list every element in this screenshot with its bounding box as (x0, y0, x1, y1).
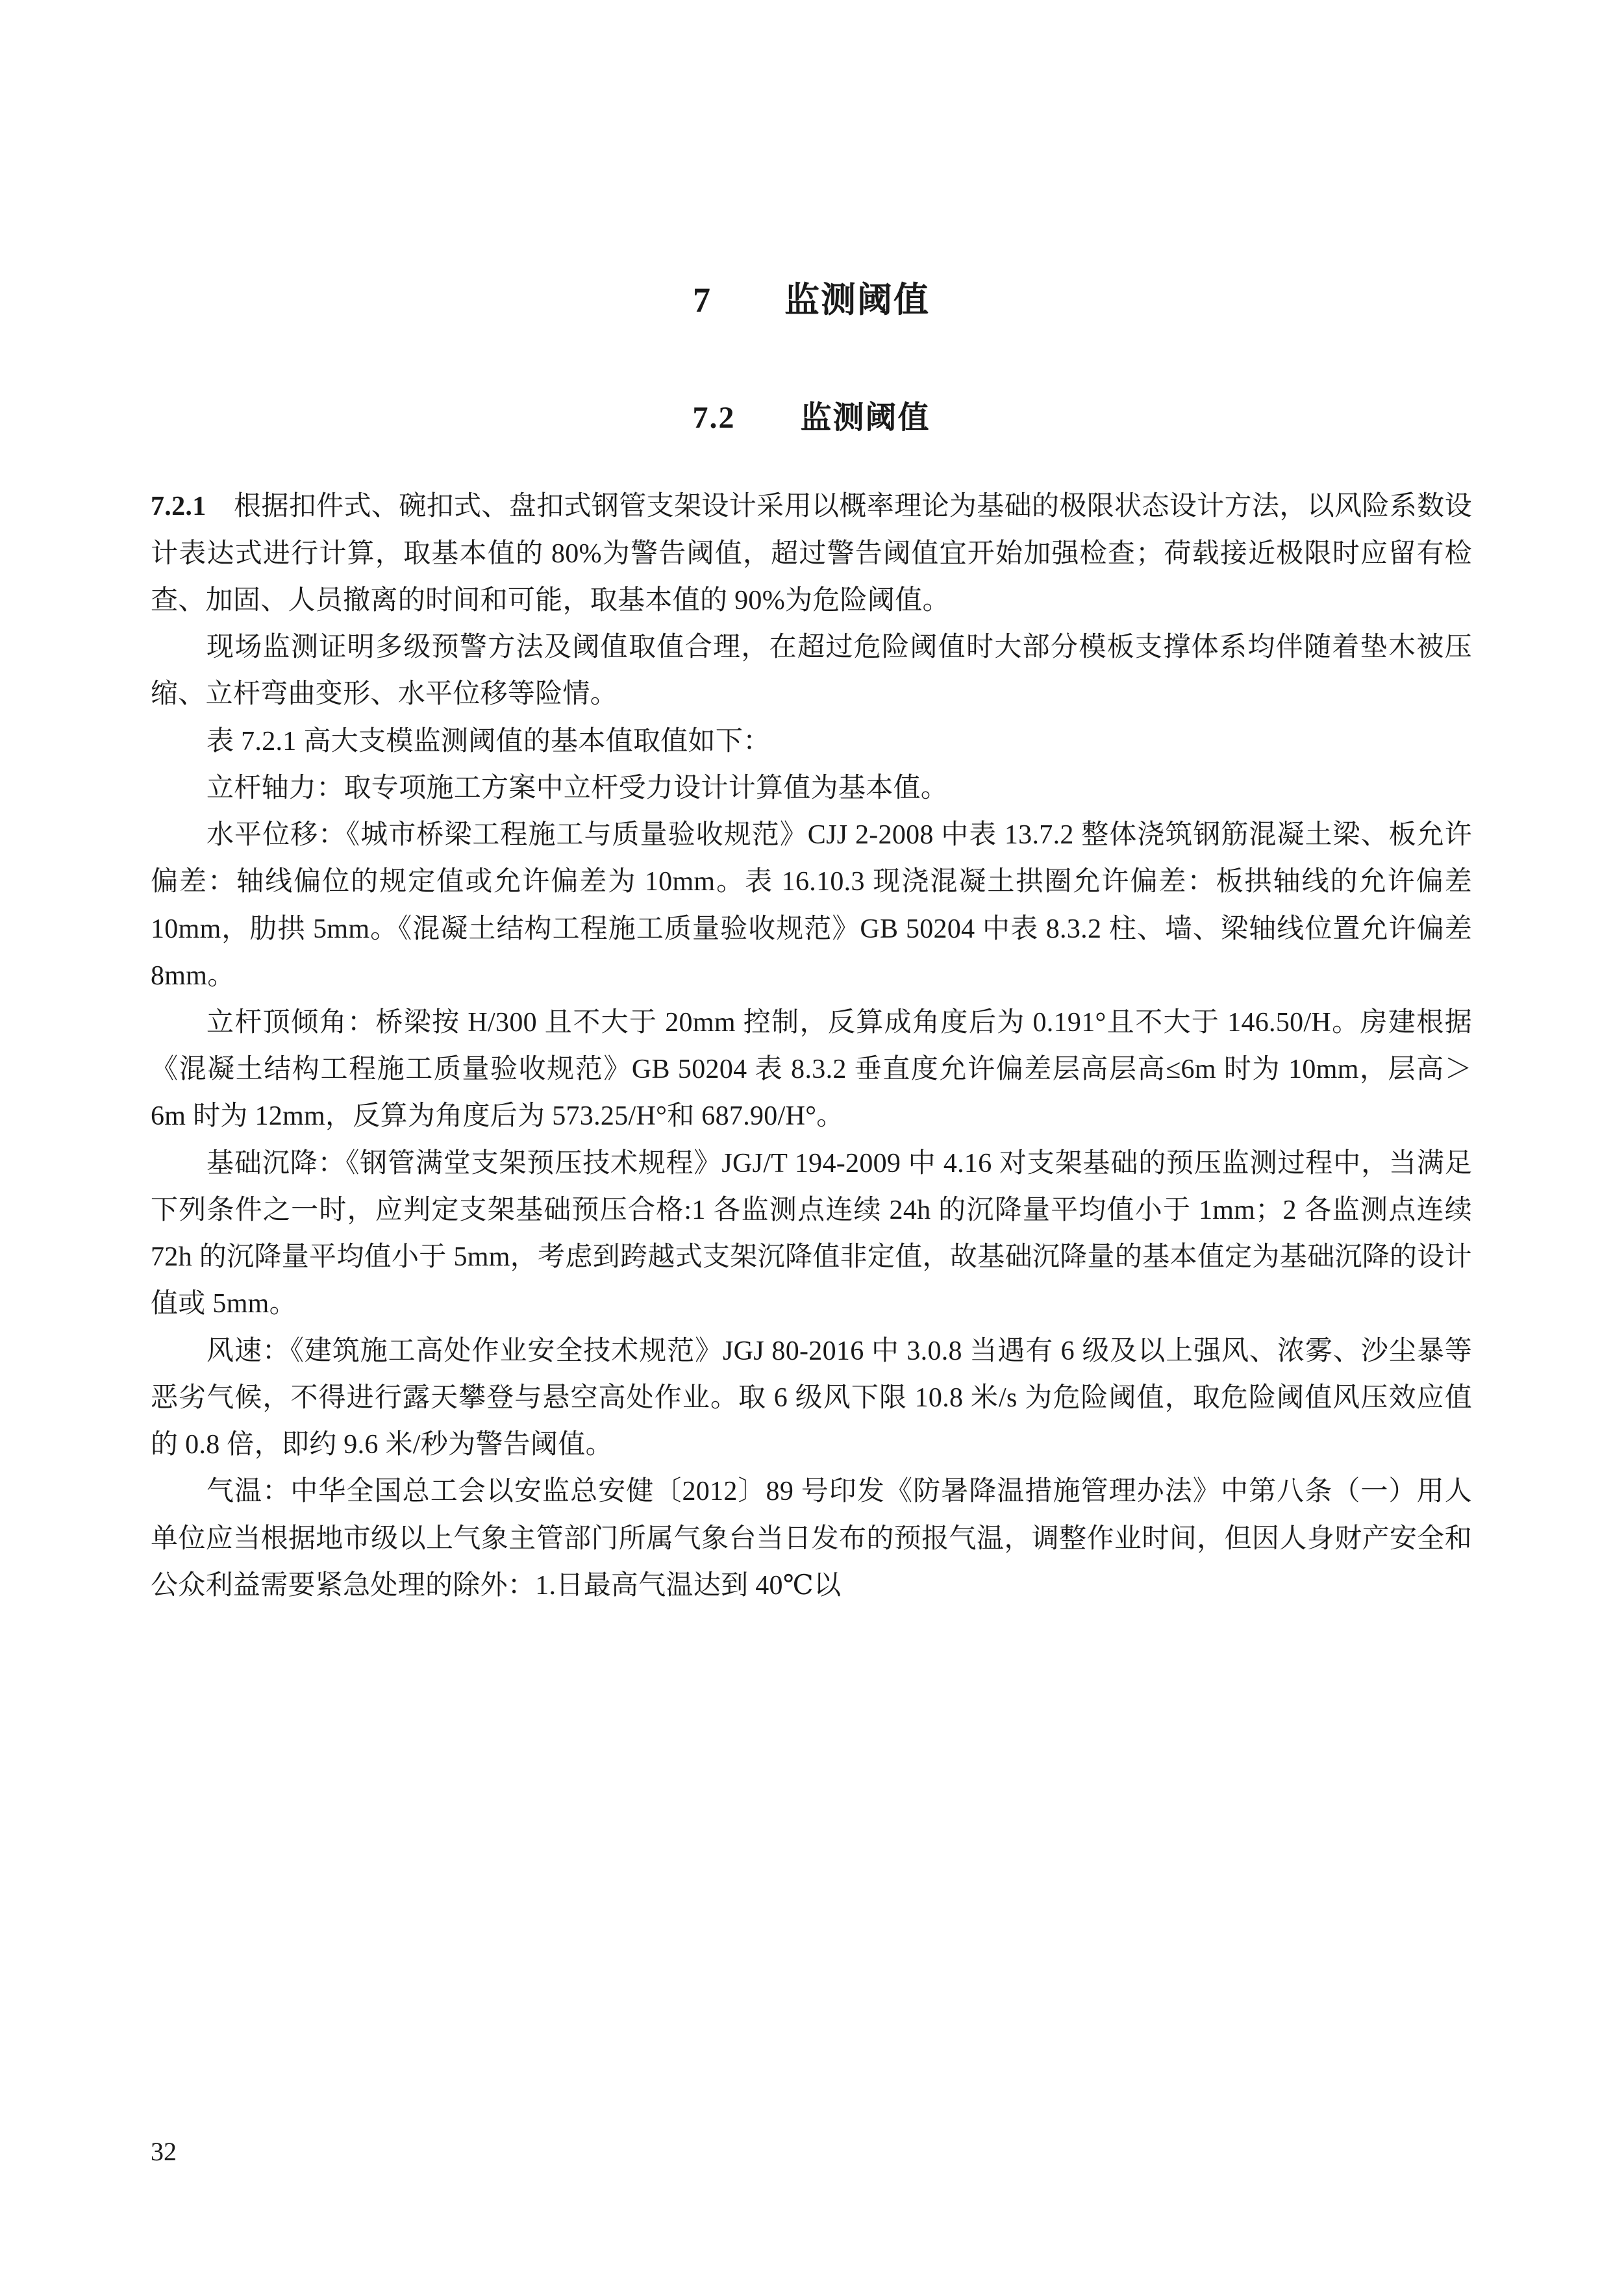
page-content (151, 279, 1472, 1609)
page-number: 32 (151, 2137, 177, 2166)
clause-7-2-1-paragraph (151, 483, 1472, 624)
section-heading: 7.2 监测阈值 (692, 400, 931, 435)
para-table-intro: 表 7.2.1 高大支模监测阈值的基本值取值如下： (206, 726, 771, 756)
para-pole-top-inclination: 立杆顶倾角：桥梁按 H/300 且不大于 20mm 控制，反算成角度后为 0.191°且不大于 146.50/H。房建根据《混凝土结构工程施工质量验收规范》GB 50204 表 8.3.2 垂直度允许偏差层高层高≤6m 时为 10mm，层高＞6m 时为 12mm，反算为角度后为 573.25/H°和 687.90/H°。 (151, 1007, 1472, 1132)
para-wind-speed: 风速：《建筑施工高处作业安全技术规范》JGJ 80-2016 中 3.0.8 当遇有 6 级及以上强风、浓雾、沙尘暴等恶劣气候，不得进行露天攀登与悬空高处作业。取 6 级风下限 10.8 米/s 为危险阈值，取危险阈值风压效应值的 0.8 倍，即约 9.6 米/秒为警告阈值。 (151, 1336, 1472, 1460)
chapter-heading: 7 监测阈值 (693, 281, 930, 319)
para-field-monitoring: 现场监测证明多级预警方法及阈值取值合理，在超过危险阈值时大部分模板支撑体系均伴随着垫木被压缩、立杆弯曲变形、水平位移等险情。 (151, 632, 1472, 710)
clause-text: 根据扣件式、碗扣式、盘扣式钢管支架设计采用以概率理论为基础的极限状态设计方法，以风险系数设计表达式进行计算，取基本值的 80%为警告阈值，超过警告阈值宜开始加强检查；荷载接近极限时应留有检查、加固、人员撤离的时间和可能，取基本值的 90%为危险阈值。 (151, 492, 1472, 616)
para-air-temperature: 气温：中华全国总工会以安监总安健〔2012〕89 号印发《防暑降温措施管理办法》中第八条（一）用人单位应当根据地市级以上气象主管部门所属气象台当日发布的预报气温，调整作业时间，但因人身财产安全和公众利益需要紧急处理的除外：1.日最高气温达到 40℃以 (151, 1477, 1472, 1601)
para-horizontal-displacement: 水平位移：《城市桥梁工程施工与质量验收规范》CJJ 2-2008 中表 13.7.2 整体浇筑钢筋混凝土梁、板允许偏差：轴线偏位的规定值或允许偏差为 10mm。表 16.10.3 现浇混凝土拱圈允许偏差：板拱轴线的允许偏差 10mm，肋拱 5mm。《混凝土结构工程施工质量验收规范》GB 50204 中表 8.3.2 柱、墙、梁轴线位置允许偏差 8mm。 (151, 820, 1472, 991)
para-foundation-settlement: 基础沉降：《钢管满堂支架预压技术规程》JGJ/T 194-2009 中 4.16 对支架基础的预压监测过程中，当满足下列条件之一时，应判定支架基础预压合格:1 各监测点连续 24h 的沉降量平均值小于 1mm；2 各监测点连续 72h 的沉降量平均值小于 5mm，考虑到跨越式支架沉降值非定值，故基础沉降量的基本值定为基础沉降的设计值或 5mm。 (151, 1148, 1472, 1319)
para-pole-axial-force: 立杆轴力：取专项施工方案中立杆受力设计计算值为基本值。 (206, 773, 949, 803)
clause-number: 7.2.1 (151, 492, 206, 522)
